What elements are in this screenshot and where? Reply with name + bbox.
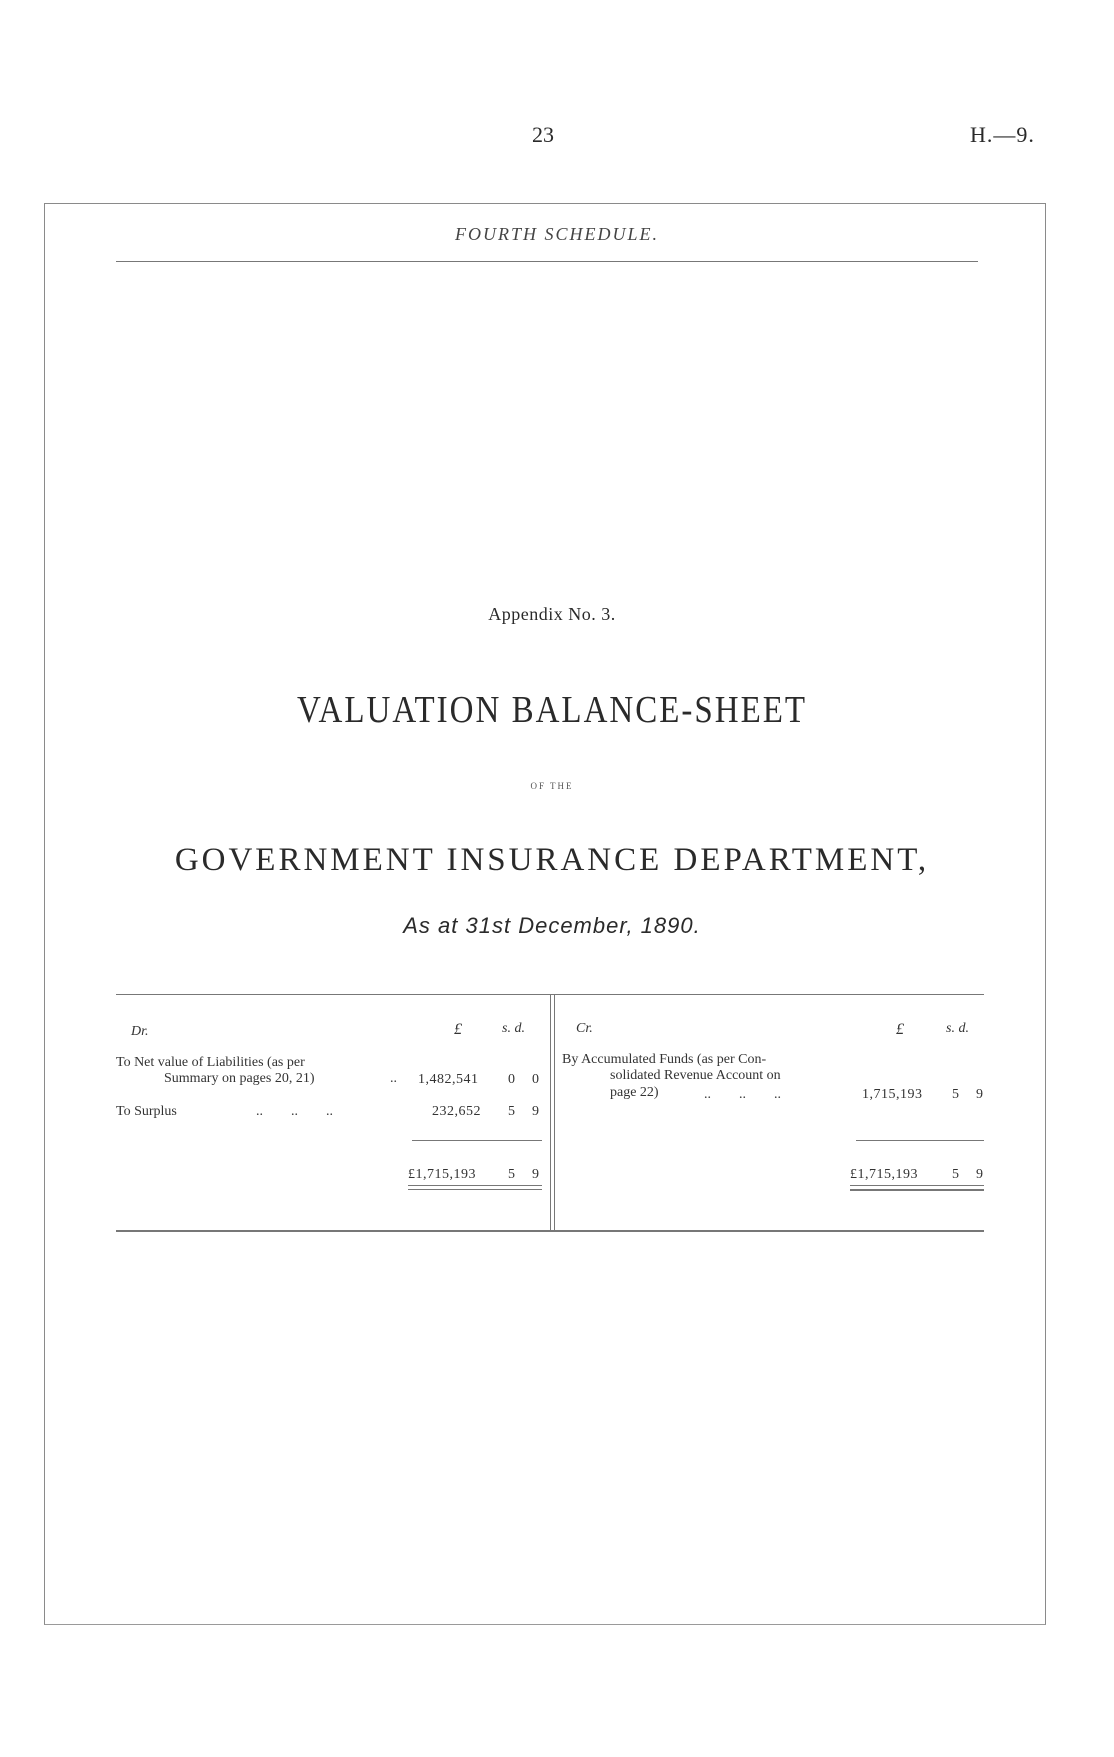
debit-entry-surplus-label: To Surplus (116, 1104, 177, 1119)
debit-total-pence: 9 (532, 1167, 540, 1182)
debit-total-underline-1 (408, 1185, 542, 1186)
credit-entry-funds-leader: .. .. .. (704, 1087, 781, 1102)
credit-total-shillings: 5 (952, 1167, 960, 1182)
debit-entry-liabilities-pence: 0 (532, 1072, 540, 1087)
department-title: GOVERNMENT INSURANCE DEPARTMENT, (174, 842, 930, 878)
credit-total-pounds: £1,715,193 (850, 1167, 918, 1182)
debit-entry-liabilities-line2: Summary on pages 20, 21) (164, 1071, 315, 1086)
table-divider-right (554, 994, 555, 1230)
credit-entry-funds-line2: solidated Revenue Account on (610, 1068, 781, 1083)
credit-entry-funds-line1: By Accumulated Funds (as per Con- (562, 1052, 767, 1067)
appendix-label: Appendix No. 3. (488, 604, 616, 624)
credit-sd-header: s. d. (946, 1021, 969, 1036)
debit-total-shillings: 5 (508, 1167, 516, 1182)
debit-entry-surplus-shillings: 5 (508, 1104, 516, 1119)
credit-total-underline-2 (850, 1189, 984, 1191)
credit-pounds-header: £ (896, 1021, 904, 1038)
credit-entry-funds-shillings: 5 (952, 1087, 960, 1102)
date-line: As at 31st December, 1890. (403, 913, 701, 938)
debit-side-label: Dr. (131, 1024, 149, 1039)
debit-entry-surplus-leader: .. .. .. (256, 1104, 333, 1119)
of-the-label: OF THE (530, 781, 574, 791)
credit-entry-funds-pounds: 1,715,193 (862, 1087, 923, 1102)
credit-entry-funds-line3: page 22) (610, 1085, 659, 1100)
credit-subtotal-rule (856, 1140, 984, 1141)
debit-total-underline-2 (408, 1189, 542, 1190)
credit-total-underline-1 (850, 1185, 984, 1186)
debit-sd-header: s. d. (502, 1021, 525, 1036)
debit-entry-surplus-pounds: 232,652 (432, 1104, 481, 1119)
credit-entry-funds-pence: 9 (976, 1087, 984, 1102)
credit-side-label: Cr. (576, 1021, 593, 1036)
schedule-title: FOURTH SCHEDULE. (454, 224, 659, 244)
debit-total-pounds: £1,715,193 (408, 1167, 476, 1182)
schedule-rule (116, 261, 978, 262)
table-divider-left (550, 994, 551, 1230)
debit-entry-liabilities-line1: To Net value of Liabilities (as per (116, 1055, 305, 1070)
sheet-code: H.—9. (970, 122, 1035, 147)
debit-entry-surplus-pence: 9 (532, 1104, 540, 1119)
debit-entry-liabilities-shillings: 0 (508, 1072, 516, 1087)
debit-subtotal-rule (412, 1140, 542, 1141)
debit-pounds-header: £ (454, 1021, 462, 1038)
credit-total-pence: 9 (976, 1167, 984, 1182)
page-number: 23 (532, 122, 554, 147)
table-bottom-rule (116, 1230, 984, 1232)
debit-entry-liabilities-leader: .. (390, 1071, 397, 1086)
main-title: VALUATION BALANCE-SHEET (296, 690, 808, 732)
debit-entry-liabilities-pounds: 1,482,541 (418, 1072, 479, 1087)
